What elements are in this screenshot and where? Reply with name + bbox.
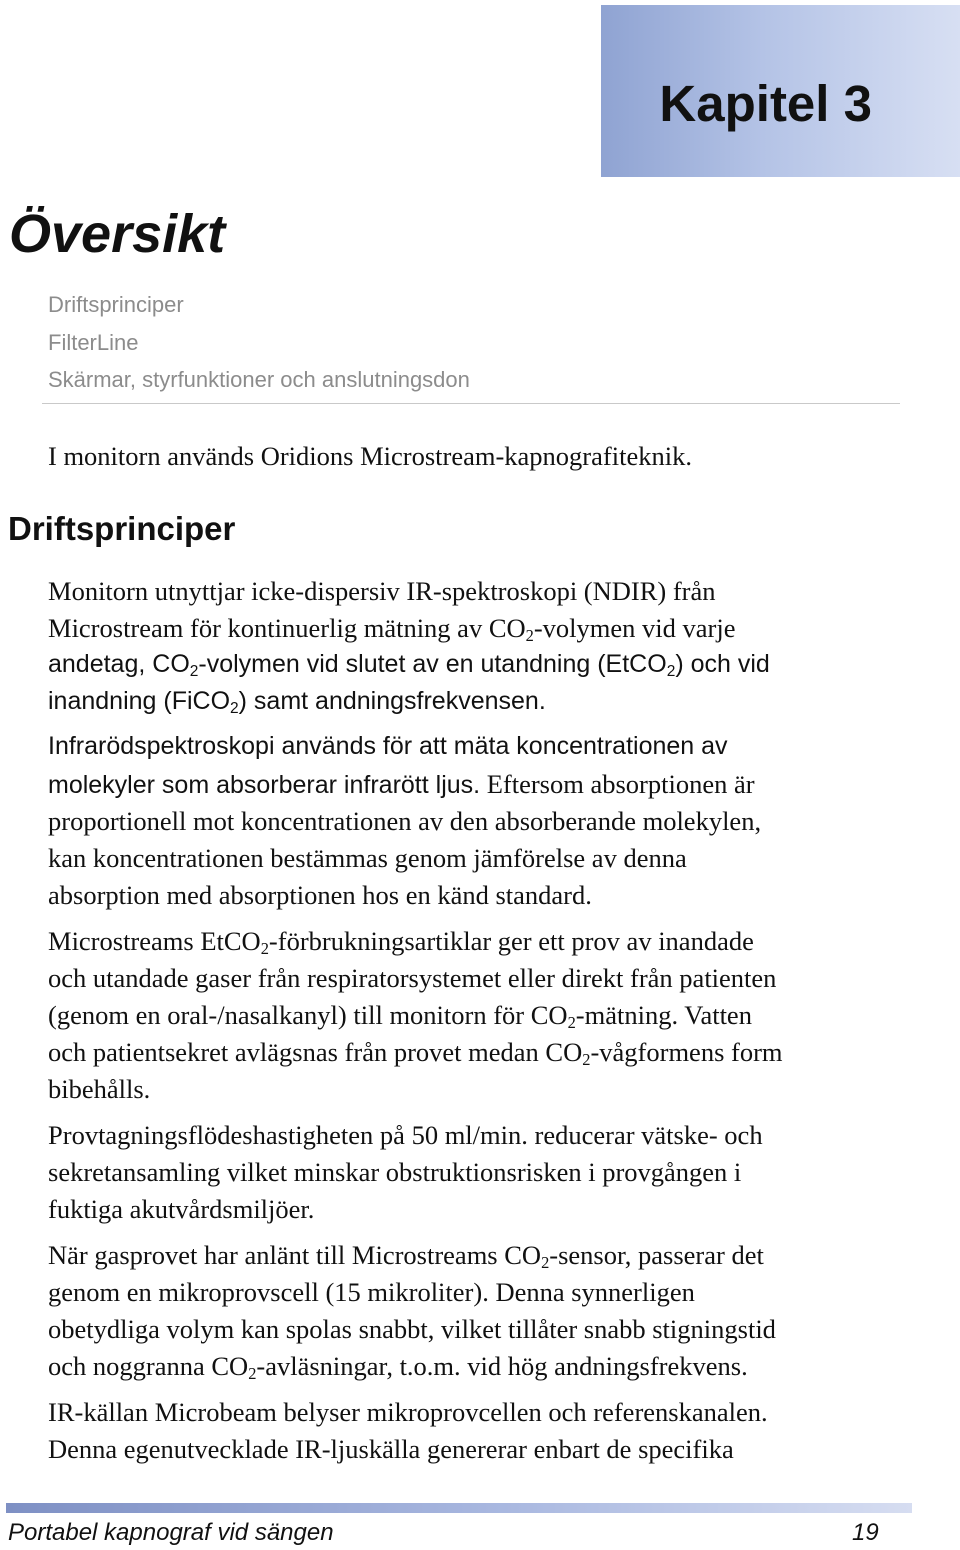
section-heading: Driftsprinciper	[8, 510, 236, 547]
p3-line-3: (genom en oral-/nasalkanyl) till monitorn för $CO_2$-mätning. Vatten	[48, 1000, 752, 1033]
footer-title: Portabel kapnograf vid sängen	[8, 1519, 334, 1546]
page-number: 19	[852, 1519, 879, 1546]
p5-line-1: När gasprovet har anlänt till Microstreams $CO_2$-sensor, passerar det	[48, 1240, 764, 1273]
p3-line-5: bibehålls.	[48, 1074, 151, 1104]
p2-line-1: Infrarödspektroskopi används för att mäta koncentrationen av	[48, 732, 728, 760]
chapter-label: Kapitel 3	[659, 75, 872, 132]
p1-line-4: inandning (FiCO$_2$) samt andningsfrekvensen.	[48, 687, 546, 717]
p2-line-5: absorption med absorptionen hos en känd standard.	[48, 880, 592, 910]
p2-line-3: proportionell mot koncentrationen av den absorberande molekylen,	[48, 806, 762, 836]
p6-line-1: IR-källan Microbeam belyser mikroprovcellen och referenskanalen.	[48, 1397, 768, 1427]
page-title: Översikt	[9, 204, 226, 264]
p5-line-3: obetydliga volym kan spolas snabbt, vilket tillåter snabb stigningstid	[48, 1314, 776, 1344]
p5-line-2: genom en mikroprovscell (15 mikroliter). Denna synnerligen	[48, 1277, 695, 1307]
p4-line-2: sekretansamling vilket minskar obstruktionsrisken i provgången i	[48, 1157, 742, 1187]
p2-line-2: molekyler som absorberar infrarött ljus. Eftersom absorptionen är	[48, 769, 755, 799]
toc-divider	[42, 403, 900, 404]
footer-bar	[6, 1503, 912, 1513]
p6-line-2: Denna egenutvecklade IR-ljuskälla genererar enbart de specifika	[48, 1434, 734, 1464]
p3-line-4: och patientsekret avlägsnas från provet medan $CO_2$-vågformens form	[48, 1037, 783, 1070]
p1-line-3: andetag, $CO_2$-volymen vid slutet av en utandning (EtCO$_2$) och vid	[48, 650, 770, 680]
p2-line-4: kan koncentrationen bestämmas genom jämförelse av denna	[48, 843, 687, 873]
p1-line-1: Monitorn utnyttjar icke-dispersiv IR-spektroskopi (NDIR) från	[48, 576, 716, 606]
p3-line-1: Microstreams EtCO$_2$-förbrukningsartiklar ger ett prov av inandade	[48, 926, 754, 959]
toc-item-filterline[interactable]: FilterLine	[48, 329, 139, 355]
p4-line-1: Provtagningsflödeshastigheten på 50 ml/min. reducerar vätske- och	[48, 1120, 763, 1150]
p5-line-4: och noggranna $CO_2$-avläsningar, t.o.m. vid hög andningsfrekvens.	[48, 1351, 748, 1384]
p4-line-3: fuktiga akutvårdsmiljöer.	[48, 1194, 315, 1224]
intro-paragraph: I monitorn används Oridions Microstream-kapnografiteknik.	[48, 441, 692, 471]
toc-item-driftsprinciper[interactable]: Driftsprinciper	[48, 292, 184, 317]
p1-line-2: Microstream för kontinuerlig mätning av $CO_2$-volymen vid varje	[48, 613, 736, 646]
chapter-toc	[48, 286, 470, 399]
p3-line-2: och utandade gaser från respiratorsystemet eller direkt från patienten	[48, 963, 777, 993]
toc-item-screens[interactable]: Skärmar, styrfunktioner och anslutningsdon	[48, 367, 470, 392]
